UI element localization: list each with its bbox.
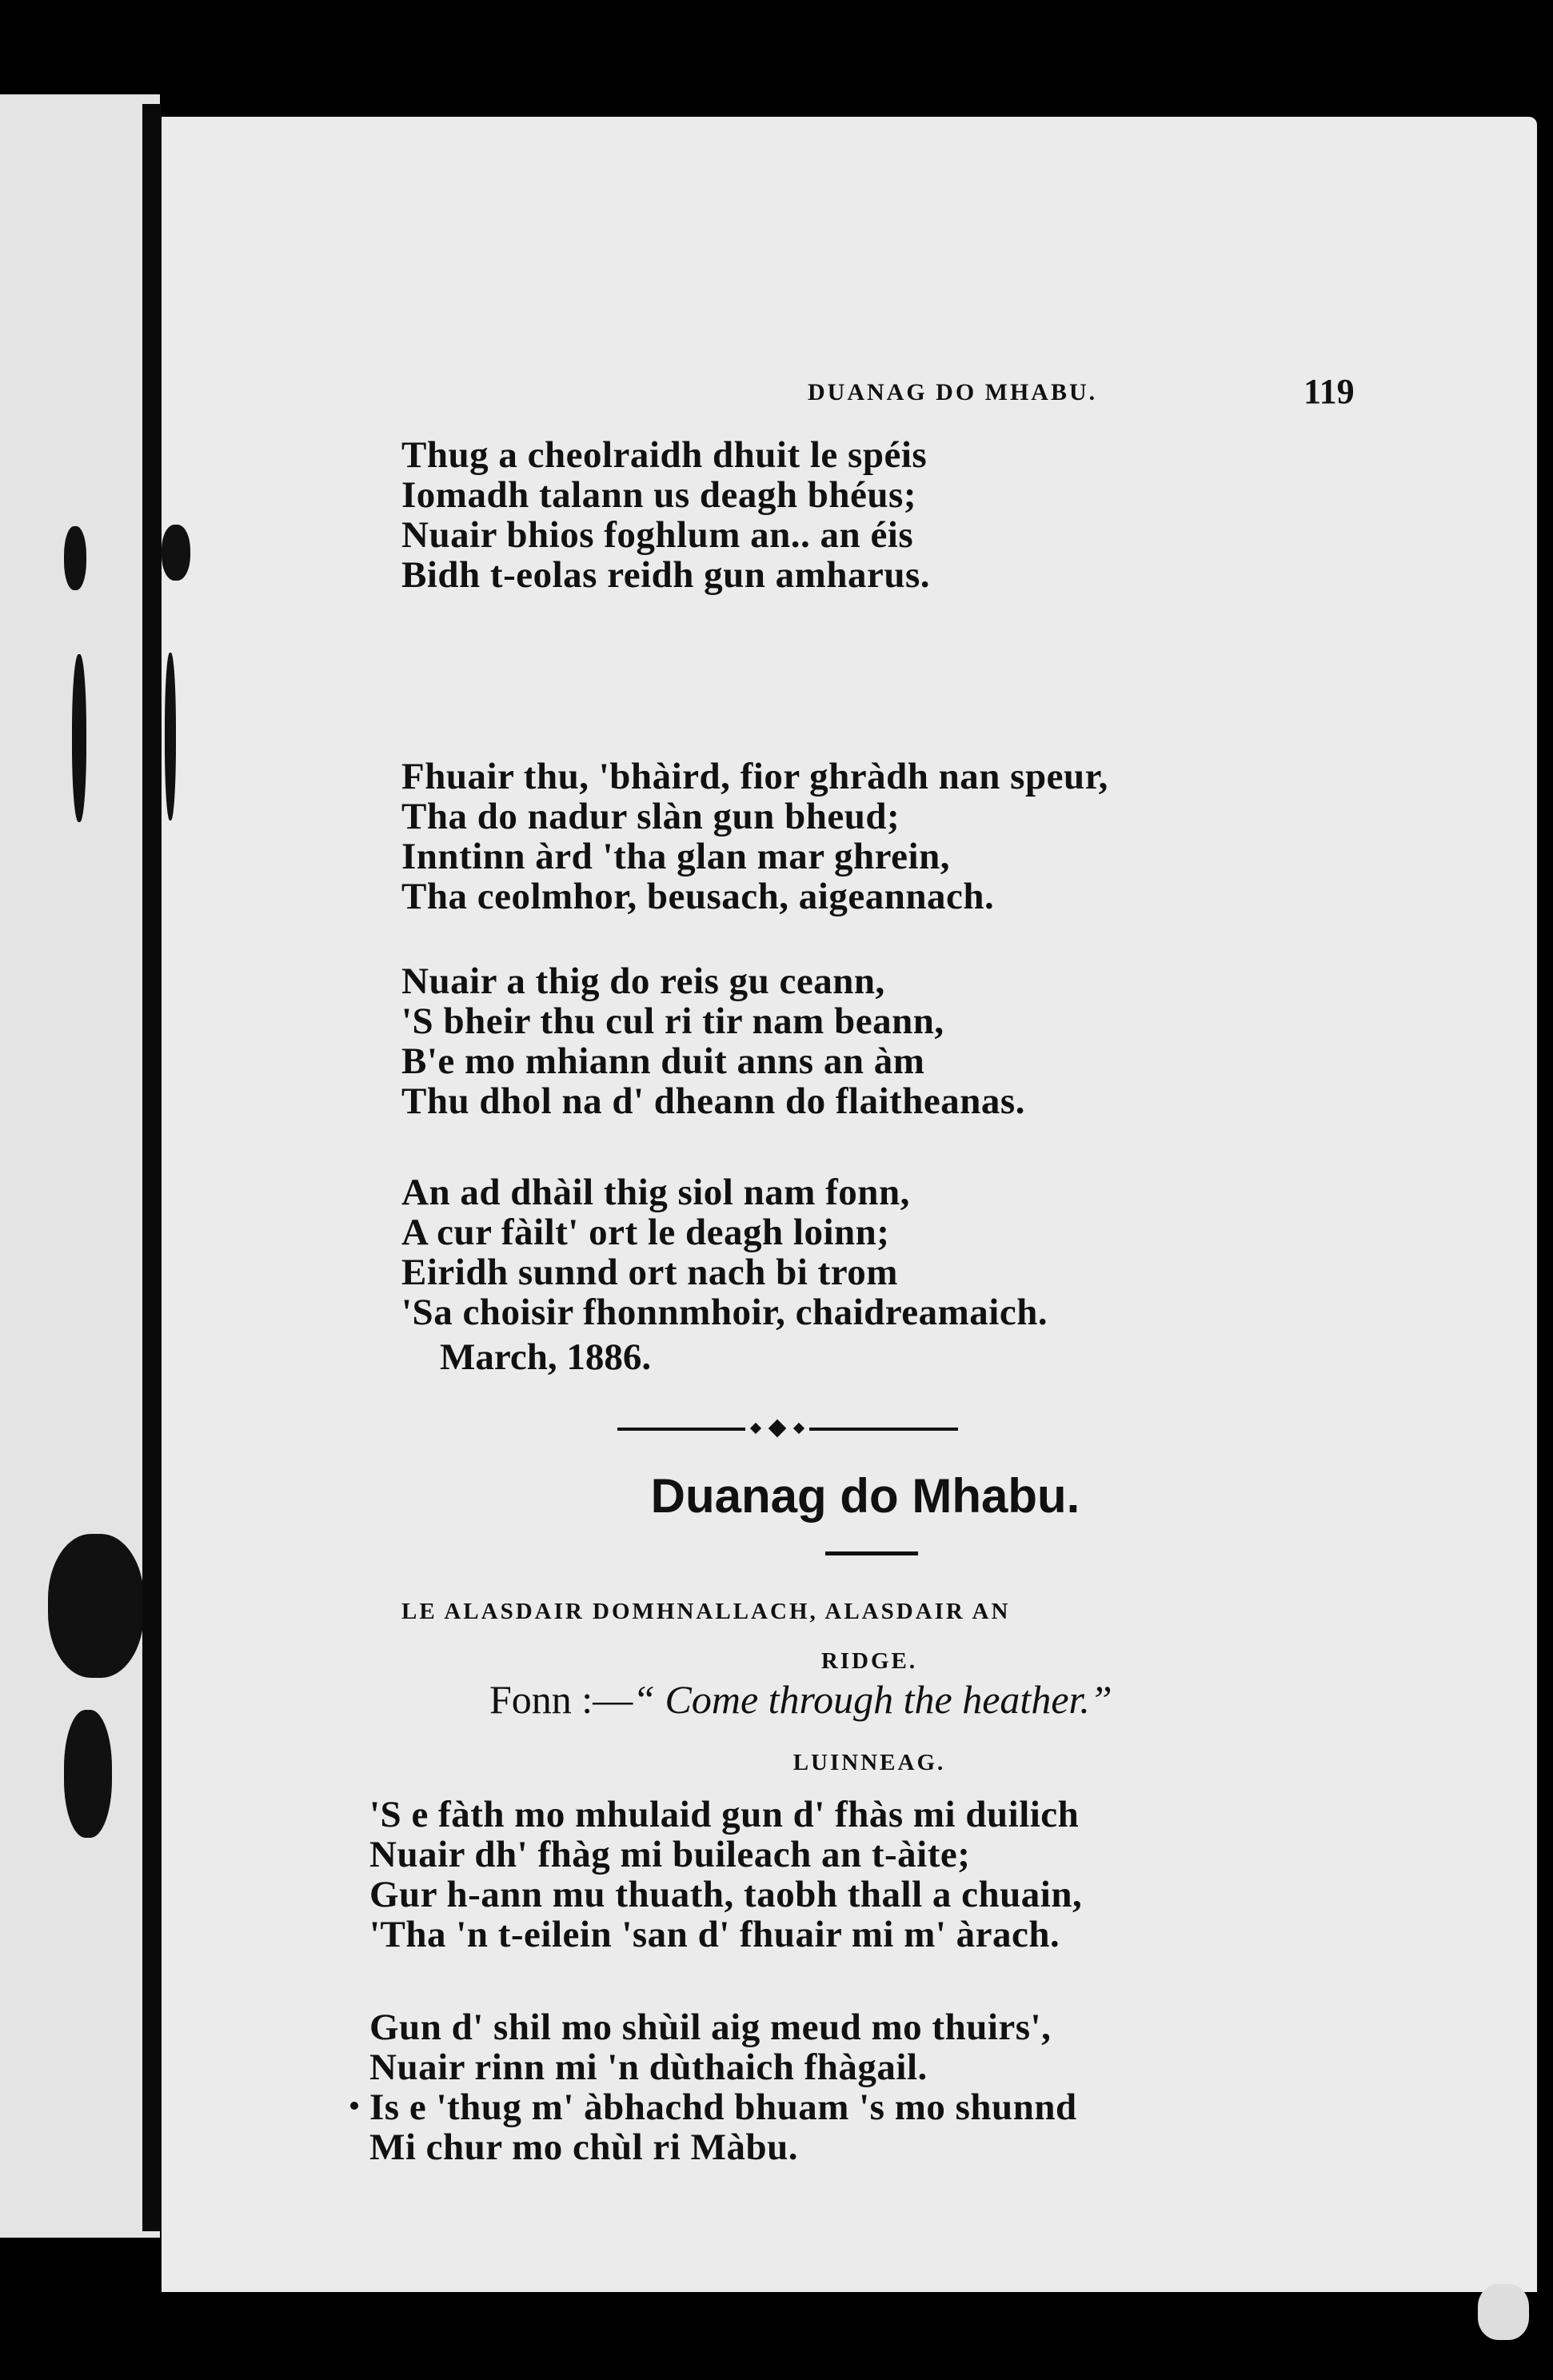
byline bbox=[401, 1587, 1361, 1686]
verse-line: Thug a cheolraidh dhuit le spéis bbox=[401, 434, 928, 476]
divider-line bbox=[809, 1428, 958, 1431]
ink-smudge bbox=[72, 654, 86, 822]
verse-line: Gun d' shil mo shùil aig meud mo thuirs', bbox=[369, 2007, 1052, 2048]
verse-line: Nuair a thig do reis gu ceann, bbox=[401, 960, 885, 1002]
diamond-ornament-icon bbox=[769, 1420, 787, 1438]
verse-line: Nuair rinn mi 'n dùthaich fhàgail. bbox=[369, 2047, 928, 2088]
page-content bbox=[369, 117, 1441, 2292]
byline-line-2: RIDGE. bbox=[820, 1648, 918, 1674]
verse-line: Nuair bhios foghlum an.. an éis bbox=[401, 514, 914, 556]
ink-smudge bbox=[64, 1710, 112, 1838]
ink-smudge bbox=[162, 525, 190, 581]
title-rule bbox=[825, 1551, 918, 1555]
verse-line: Bidh t-eolas reidh gun amharus. bbox=[401, 554, 931, 596]
diamond-ornament-icon bbox=[793, 1423, 804, 1434]
verse-line: An ad dhàil thig siol nam fonn, bbox=[401, 1172, 910, 1213]
ink-smudge bbox=[48, 1534, 144, 1678]
verse-line: A cur fàilt' ort le deagh loinn; bbox=[401, 1212, 890, 1253]
tune-indication bbox=[489, 1676, 1112, 1723]
running-head: DUANAG DO MHABU. bbox=[808, 379, 1098, 405]
byline-line-1: LE ALASDAIR DOMHNALLACH, ALASDAIR AN bbox=[401, 1599, 1011, 1624]
ornamental-divider bbox=[617, 1419, 958, 1440]
corner-blot bbox=[1478, 2284, 1529, 2340]
page-number: 119 bbox=[1303, 372, 1355, 411]
page bbox=[162, 117, 1537, 2292]
verse-line: 'S bheir thu cul ri tir nam beann, bbox=[401, 1000, 944, 1042]
stray-dot bbox=[350, 2102, 358, 2110]
divider-line bbox=[617, 1428, 745, 1431]
verse-line: Gur h-ann mu thuath, taobh thall a chuain, bbox=[369, 1874, 1083, 1915]
verse-line: 'Tha 'n t-eilein 'san d' fhuair mi m' àrach. bbox=[369, 1914, 1060, 1955]
verse-line: Is e 'thug m' àbhachd bhuam 's mo shunnd bbox=[369, 2086, 1077, 2128]
verse-line: 'S e fàth mo mhulaid gun d' fhàs mi duilich bbox=[369, 1794, 1080, 1835]
stanza-3 bbox=[401, 961, 1025, 1121]
left-page-fragment bbox=[0, 94, 160, 2238]
verse-line: 'Sa choisir fhonnmhoir, chaidreamaich. bbox=[401, 1292, 1048, 1333]
verse-line: Thu dhol na d' dheann do flaitheanas. bbox=[401, 1080, 1025, 1122]
verse-line: Iomadh talann us deagh bhéus; bbox=[401, 474, 916, 516]
verse-line: Inntinn àrd 'tha glan mar ghrein, bbox=[401, 836, 950, 877]
verse-line: Eiridh sunnd ort nach bi trom bbox=[401, 1252, 898, 1293]
verse-line: Fhuair thu, 'bhàird, fior ghràdh nan speur, bbox=[401, 756, 1108, 797]
verse-line: Tha ceolmhor, beusach, aigeannach. bbox=[401, 876, 995, 917]
verse-line: Nuair dh' fhàg mi buileach an t-àite; bbox=[369, 1834, 971, 1875]
stanza-4 bbox=[401, 1172, 1048, 1332]
song-stanza-1 bbox=[369, 1795, 1082, 1955]
verse-line: Tha do nadur slàn gun bheud; bbox=[401, 796, 900, 837]
verse-line: Mi chur mo chùl ri Màbu. bbox=[369, 2126, 798, 2168]
fonn-label: Fonn :— bbox=[489, 1677, 633, 1722]
ink-smudge bbox=[165, 653, 176, 821]
chorus-heading: LUINNEAG. bbox=[792, 1750, 946, 1775]
ink-smudge bbox=[64, 526, 86, 590]
poem-date: March, 1886. bbox=[440, 1336, 652, 1378]
book-spine bbox=[142, 104, 162, 2231]
stanza-2 bbox=[401, 757, 1108, 916]
song-title: Duanag do Mhabu. bbox=[650, 1469, 1080, 1523]
song-stanza-2 bbox=[369, 2007, 1077, 2167]
stanza-1 bbox=[401, 435, 930, 595]
diamond-ornament-icon bbox=[750, 1423, 761, 1434]
verse-line: B'e mo mhiann duit anns an àm bbox=[401, 1040, 925, 1082]
tune-name: “ Come through the heather.” bbox=[633, 1677, 1112, 1722]
